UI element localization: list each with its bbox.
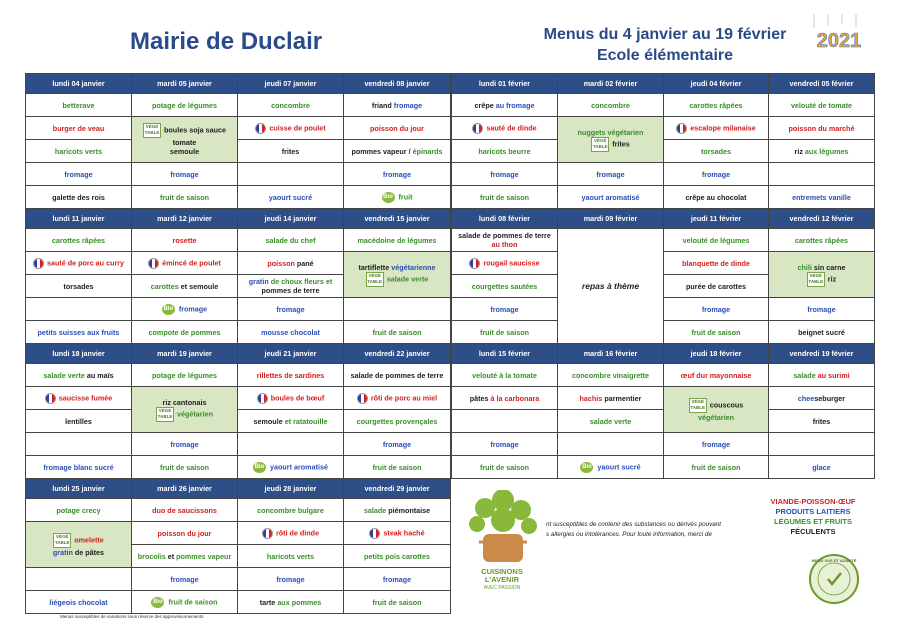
menu-entree: velouté à la tomate (452, 364, 558, 387)
menu-dessert: glace (769, 456, 875, 479)
menu-garniture: gratin de choux fleurs et pommes de terre (238, 275, 344, 298)
menu-dessert: Bio yaourt aromatisé (238, 456, 344, 479)
menu-laitier: fromage (238, 298, 344, 321)
menu-entree: macédoine de légumes (344, 229, 451, 252)
menu-table-february (451, 73, 875, 479)
menu-dessert: entremets vanille (769, 186, 875, 209)
menu-plat: poisson du marché (769, 117, 875, 140)
french-flag-icon (148, 258, 159, 269)
vegetable-badge-icon: VÉGÉ TABLE (143, 123, 161, 138)
menu-plat: cuisse de poulet (238, 117, 344, 140)
day-header: jeudi 28 janvier (238, 479, 344, 499)
menu-dessert: yaourt aromatisé (558, 186, 664, 209)
menu-dessert: compote de pommes (132, 321, 238, 344)
menu-laitier-empty (769, 433, 875, 456)
legend-vegetables: LÉGUMES ET FRUITS (774, 517, 852, 526)
menu-plat: sauté de porc au curry (26, 252, 132, 275)
french-flag-icon (676, 123, 687, 134)
menu-garniture: haricots beurre (452, 140, 558, 163)
menu-garniture: frites (238, 140, 344, 163)
menu-entree: betterave (26, 94, 132, 117)
day-header: mardi 05 janvier (132, 74, 238, 94)
french-flag-icon (357, 393, 368, 404)
menu-entree: potage crecy (26, 499, 132, 522)
menu-dessert: beignet sucré (769, 321, 875, 344)
menu-laitier: fromage (664, 163, 769, 186)
menu-plat: pâtes à la carbonara (452, 387, 558, 410)
menu-plat: steak haché (344, 522, 451, 545)
menu-dessert: Bio fruit de saison (132, 591, 238, 614)
menu-laitier: fromage (344, 433, 451, 456)
menu-dessert: liégeois chocolat (26, 591, 132, 614)
menu-dessert: fruit de saison (452, 321, 558, 344)
menu-laitier-empty (26, 433, 132, 456)
menu-dessert: fruit de saison (664, 321, 769, 344)
menu-garniture: semoule et ratatouille (238, 410, 344, 433)
menu-plat: sauté de dinde (452, 117, 558, 140)
menu-entree: potage de légumes (132, 364, 238, 387)
menu-entree: potage de légumes (132, 94, 238, 117)
seal-text: MENU VUE ET ADAPTÉ (811, 558, 857, 563)
menu-plat: burger de veau (26, 117, 132, 140)
menu-dessert: fruit de saison (132, 456, 238, 479)
day-header: jeudi 21 janvier (238, 344, 344, 364)
menu-laitier: fromage (344, 568, 451, 591)
menu-dessert: tarte aux pommes (238, 591, 344, 614)
menu-laitier: fromage (132, 163, 238, 186)
approval-seal-icon (808, 553, 860, 605)
menu-laitier: Bio fromage (132, 298, 238, 321)
menu-laitier: fromage (238, 568, 344, 591)
allergen-note-line-2: s allergies ou intolérances. Pour toute information, merci de (546, 531, 712, 538)
menu-plat: poisson pané (238, 252, 344, 275)
menu-laitier: fromage (132, 568, 238, 591)
menu-dessert: fruit de saison (452, 186, 558, 209)
logo-line-2: L'AVENIR (484, 575, 520, 584)
menu-plat: rôti de dinde (238, 522, 344, 545)
menu-laitier-empty (558, 433, 664, 456)
day-header: vendredi 29 janvier (344, 479, 451, 499)
french-flag-icon (472, 123, 483, 134)
menu-garniture: haricots verts (26, 140, 132, 163)
menu-laitier-empty (238, 433, 344, 456)
menu-laitier: fromage (664, 433, 769, 456)
menu-laitier: fromage (344, 163, 451, 186)
menu-dessert: petits suisses aux fruits (26, 321, 132, 344)
bio-icon: Bio (580, 462, 593, 473)
menu-plat: blanquette de dinde (664, 252, 769, 275)
vegetable-badge-icon: VÉGÉ TABLE (156, 407, 174, 422)
menu-entree: salade verte au maïs (26, 364, 132, 387)
menu-garniture: petits pois carottes (344, 545, 451, 568)
menu-entree: salade du chef (238, 229, 344, 252)
bio-icon: Bio (162, 304, 175, 315)
menu-entree: duo de saucissons (132, 499, 238, 522)
menu-entree: concombre (558, 94, 664, 117)
menu-laitier: fromage (26, 163, 132, 186)
menu-laitier: fromage (452, 298, 558, 321)
menu-garniture: carottes et semoule (132, 275, 238, 298)
menu-dessert: fromage blanc sucré (26, 456, 132, 479)
day-header: jeudi 04 février (664, 74, 769, 94)
logo-line-1: CUISINONS (481, 567, 523, 576)
menu-plat-vege: riz cantonais VÉGÉ TABLE végétarien (132, 387, 238, 433)
menu-period-school: Ecole élémentaire (596, 47, 734, 64)
menu-plat-vege: nuggets végétarien VÉGÉ TABLE frites (558, 117, 664, 163)
menu-entree: concombre (238, 94, 344, 117)
day-header: vendredi 05 février (769, 74, 875, 94)
menu-entree: concombre vinaigrette (558, 364, 664, 387)
menu-laitier-empty (769, 163, 875, 186)
menu-table-january (25, 73, 451, 614)
day-header: vendredi 22 janvier (344, 344, 451, 364)
menu-plat: poisson du jour (132, 522, 238, 545)
menu-entree: salade au surimi (769, 364, 875, 387)
day-header: lundi 25 janvier (26, 479, 132, 499)
vegetable-badge-icon: VÉGÉ TABLE (807, 272, 825, 287)
menu-garniture: courgettes provençales (344, 410, 451, 433)
vegetable-badge-icon: VÉGÉ TABLE (591, 137, 609, 152)
menu-entree: œuf dur mayonnaise (664, 364, 769, 387)
allergen-note (546, 520, 746, 540)
menu-dessert: fruit de saison (344, 456, 451, 479)
menu-garniture: brocolis et pommes vapeur (132, 545, 238, 568)
menu-plat-vege: VÉGÉ TABLE couscous végétarien (664, 387, 769, 433)
bio-icon: Bio (253, 462, 266, 473)
day-header: lundi 08 février (452, 209, 558, 229)
vegetable-badge-icon: VÉGÉ TABLE (53, 533, 71, 548)
day-header: lundi 01 février (452, 74, 558, 94)
menu-garniture: purée de carottes (664, 275, 769, 298)
bio-icon: Bio (382, 192, 395, 203)
menu-dessert: fruit de saison (344, 321, 451, 344)
menu-plat-vege: chili sin carne VÉGÉ TABLE riz (769, 252, 875, 298)
menu-garniture: torsades (664, 140, 769, 163)
day-header: jeudi 07 janvier (238, 74, 344, 94)
day-header: vendredi 19 février (769, 344, 875, 364)
menu-laitier-empty (26, 568, 132, 591)
menu-dessert: fruit de saison (344, 591, 451, 614)
french-flag-icon (33, 258, 44, 269)
menu-entree: carottes râpées (26, 229, 132, 252)
day-header: vendredi 12 février (769, 209, 875, 229)
menu-plat-vege: VÉGÉ TABLE omelette gratin de pâtes (26, 522, 132, 568)
year-text: 2021 (816, 30, 862, 52)
menu-entree: carottes râpées (664, 94, 769, 117)
vegetable-badge-icon: VÉGÉ TABLE (366, 272, 384, 287)
day-header: mardi 26 janvier (132, 479, 238, 499)
menu-plat: escalope milanaise (664, 117, 769, 140)
allergen-note-line-1: nt susceptibles de contenir des substances ou dérivés pouvant (546, 521, 722, 528)
day-header: vendredi 15 janvier (344, 209, 451, 229)
french-flag-icon (469, 258, 480, 269)
menu-dessert: mousse chocolat (238, 321, 344, 344)
menu-garniture-empty (452, 410, 558, 433)
menu-garniture: courgettes sautées (452, 275, 558, 298)
day-header: jeudi 18 février (664, 344, 769, 364)
menu-laitier: fromage (452, 433, 558, 456)
menu-plat-vege: tartiflette végétarienne VÉGÉ TABLE salade verte (344, 252, 451, 298)
menu-garniture: torsades (26, 275, 132, 298)
logo-line-3: AVEC PASSION (483, 585, 521, 590)
legend-dairy: PRODUITS LAITIERS (775, 507, 851, 516)
french-flag-icon (369, 528, 380, 539)
menu-laitier: fromage (664, 298, 769, 321)
menu-garniture: haricots verts (238, 545, 344, 568)
menu-entree: rosette (132, 229, 238, 252)
menu-garniture: lentilles (26, 410, 132, 433)
menu-entree: velouté de légumes (664, 229, 769, 252)
french-flag-icon (45, 393, 56, 404)
menu-garniture: frites (769, 410, 875, 433)
day-header: vendredi 08 janvier (344, 74, 451, 94)
menu-plat: boules de bœuf (238, 387, 344, 410)
menu-dessert: fruit de saison (452, 456, 558, 479)
menu-entree: salade de pommes de terre (344, 364, 451, 387)
menu-entree: concombre bulgare (238, 499, 344, 522)
menu-laitier: fromage (769, 298, 875, 321)
day-header: mardi 19 janvier (132, 344, 238, 364)
menu-plat: poisson du jour (344, 117, 451, 140)
menu-dessert: yaourt sucré (238, 186, 344, 209)
menu-plat-vege: VÉGÉ TABLE boules soja sauce tomate semoule (132, 117, 238, 163)
menu-plat: rougail saucisse (452, 252, 558, 275)
menu-period-dates: Menus du 4 janvier au 19 février (543, 26, 787, 43)
menu-dessert: galette des rois (26, 186, 132, 209)
legend-starches: FÉCULENTS (790, 527, 836, 536)
menu-entree: crêpe au fromage (452, 94, 558, 117)
day-header: lundi 15 février (452, 344, 558, 364)
menu-garniture: riz aux légumes (769, 140, 875, 163)
menu-laitier-empty (344, 298, 451, 321)
french-flag-icon (257, 393, 268, 404)
menu-period (520, 24, 810, 66)
menu-plat: cheeseburger (769, 387, 875, 410)
menu-plat: hachis parmentier (558, 387, 664, 410)
day-header: mardi 09 février (558, 209, 664, 229)
day-header: mardi 16 février (558, 344, 664, 364)
menu-dessert: crêpe au chocolat (664, 186, 769, 209)
menu-plat: saucisse fumée (26, 387, 132, 410)
menu-garniture: salade verte (558, 410, 664, 433)
day-header: mardi 02 février (558, 74, 664, 94)
menu-entree: velouté de tomate (769, 94, 875, 117)
menu-entree: carottes râpées (769, 229, 875, 252)
menu-entree: salade piémontaise (344, 499, 451, 522)
cuisinons-avenir-logo (455, 490, 550, 590)
bio-icon: Bio (151, 597, 164, 608)
menu-plat: rôti de porc au miel (344, 387, 451, 410)
page-title: Mairie de Duclair (130, 28, 323, 55)
french-flag-icon (262, 528, 273, 539)
menu-laitier-empty (26, 298, 132, 321)
menu-plat: émincé de poulet (132, 252, 238, 275)
day-header: jeudi 11 février (664, 209, 769, 229)
menu-laitier: fromage (132, 433, 238, 456)
menu-dessert: Bio fruit (344, 186, 451, 209)
menu-entree: rillettes de sardines (238, 364, 344, 387)
legend-meat: VIANDE-POISSON-ŒUF (770, 497, 856, 506)
vegetable-badge-icon: VÉGÉ TABLE (689, 398, 707, 413)
menu-laitier: fromage (558, 163, 664, 186)
menu-dessert: fruit de saison (664, 456, 769, 479)
menu-dessert: Bio yaourt sucré (558, 456, 664, 479)
food-group-legend (748, 497, 878, 537)
menu-laitier-empty (238, 163, 344, 186)
day-header: lundi 11 janvier (26, 209, 132, 229)
day-header: lundi 04 janvier (26, 74, 132, 94)
footnote: Menus susceptibles de variations sous réserve des approvisionnements (60, 614, 204, 619)
french-flag-icon (255, 123, 266, 134)
day-header: jeudi 14 janvier (238, 209, 344, 229)
year-graphic (808, 14, 870, 54)
day-header: lundi 18 janvier (26, 344, 132, 364)
menu-entree: salade de pommes de terre au thon (452, 229, 558, 252)
day-header: mardi 12 janvier (132, 209, 238, 229)
menu-laitier: fromage (452, 163, 558, 186)
menu-entree: friand fromage (344, 94, 451, 117)
menu-dessert: fruit de saison (132, 186, 238, 209)
menu-garniture: pommes vapeur / épinards (344, 140, 451, 163)
theme-meal: repas à thème (558, 229, 664, 344)
